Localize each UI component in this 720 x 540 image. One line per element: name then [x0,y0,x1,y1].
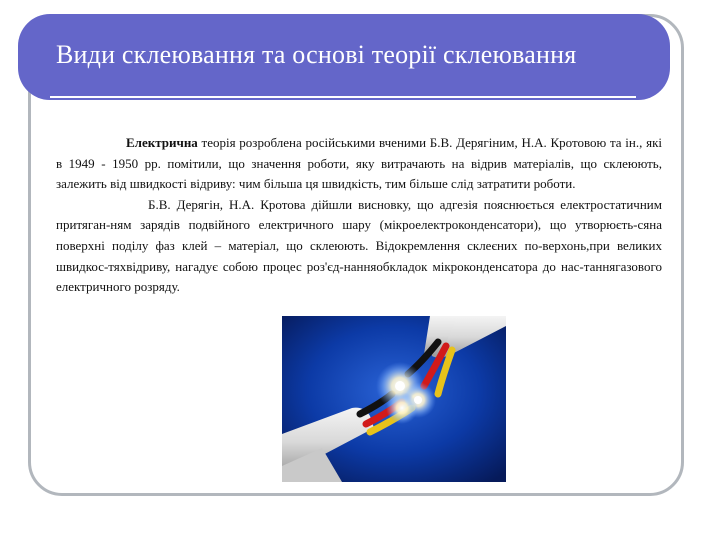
paragraph-electric-theory [56,133,662,195]
paragraph-conclusion: Б.В. Дерягін, Н.А. Кротова дійшли висновку, що адгезія пояснюється електростатичним притяган-ням зарядів подвійного електричного шару (мікроелектроконденсатори), що утворюєть-сяна поверхні поділу фаз клей – матеріал, що склеюють. Відокремлення склеєних по-верхонь,при великих швидкос-тяхвідриву, нагадує собою процес роз'єд-нанняобкладок мікроконденсатора до нас-таннягазового електричного розряду. [56,196,662,295]
paragraph1-text: теорія розроблена російськими вченими Б.В. Дерягіним, Н.А. Кротовою та ін., які в 1949 - 1950 рр. помітили, що значення роботи, яку витрачають на відрив матеріалів, що склеюють, залежить від швидкості відриву: чим більша ця швидкість, тим більше слід затратити роботи. [56,135,662,192]
title-bar [18,14,670,100]
paragraph-lead-term: Електрична [126,135,198,150]
title-underline [50,96,636,98]
slide-title: Види склеювання та основі теорії склеювання [56,40,577,69]
slide-body [56,133,662,298]
electric-cable-spark-photo [282,316,506,482]
